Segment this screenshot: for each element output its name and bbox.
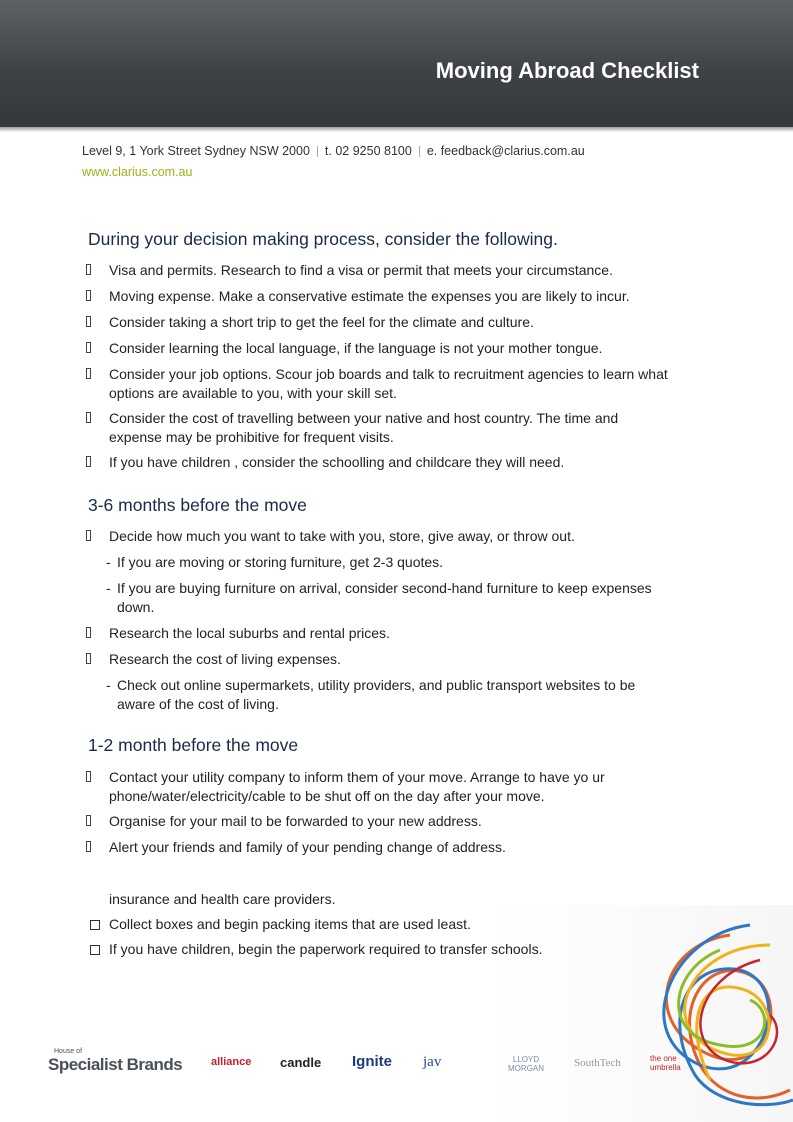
bullet-icon (86, 456, 91, 467)
bullet-icon (86, 530, 91, 541)
checkbox-icon (90, 920, 100, 930)
bullet-icon (86, 316, 91, 327)
section-heading: 3-6 months before the move (88, 495, 307, 515)
alliance-logo: alliance (211, 1056, 252, 1068)
checkbox-icon (90, 945, 100, 955)
brand-logo: House of Specialist Brands (48, 1048, 183, 1074)
ignite-logo: Ignite (352, 1053, 392, 1070)
the-one-umbrella-logo: the one umbrella (650, 1054, 681, 1072)
separator (317, 146, 318, 157)
candle-logo: candle (280, 1055, 322, 1070)
bullet-icon (86, 627, 91, 638)
southtech-logo: SouthTech (574, 1057, 621, 1069)
bullet-icon (86, 771, 91, 782)
website-link[interactable]: www.clarius.com.au (82, 165, 193, 179)
contact-phone: t. 02 9250 8100 (324, 144, 412, 158)
scanned-line: If you have children, begin the paperwork required to transfer schools. (109, 941, 543, 957)
ribbon-graphic (600, 915, 793, 1110)
bullet-icon (86, 412, 91, 423)
bullet-icon (86, 841, 91, 852)
jav-logo: jav (423, 1054, 442, 1070)
bullet-icon (86, 342, 91, 353)
bullet-icon (86, 653, 91, 664)
contact-address: Level 9, 1 York Street Sydney NSW 2000 (82, 144, 310, 158)
bullet-icon (86, 815, 91, 826)
lloyd-morgan-logo: LLOYD MORGAN (508, 1055, 544, 1073)
bullet-icon (86, 368, 91, 379)
bullet-icon (86, 264, 91, 275)
header-shadow (0, 127, 793, 132)
scanned-line: insurance and health care providers. (109, 891, 336, 907)
contact-email[interactable]: e. feedback@clarius.com.au (426, 144, 585, 158)
section-heading: During your decision making process, consider the following. (88, 229, 558, 249)
bullet-icon (86, 290, 91, 301)
separator (419, 146, 420, 157)
section-heading: 1-2 month before the move (88, 735, 299, 755)
page-title: Moving Abroad Checklist (435, 58, 699, 83)
scanned-line: Collect boxes and begin packing items that are used least. (109, 916, 471, 932)
contact-line (82, 144, 585, 158)
